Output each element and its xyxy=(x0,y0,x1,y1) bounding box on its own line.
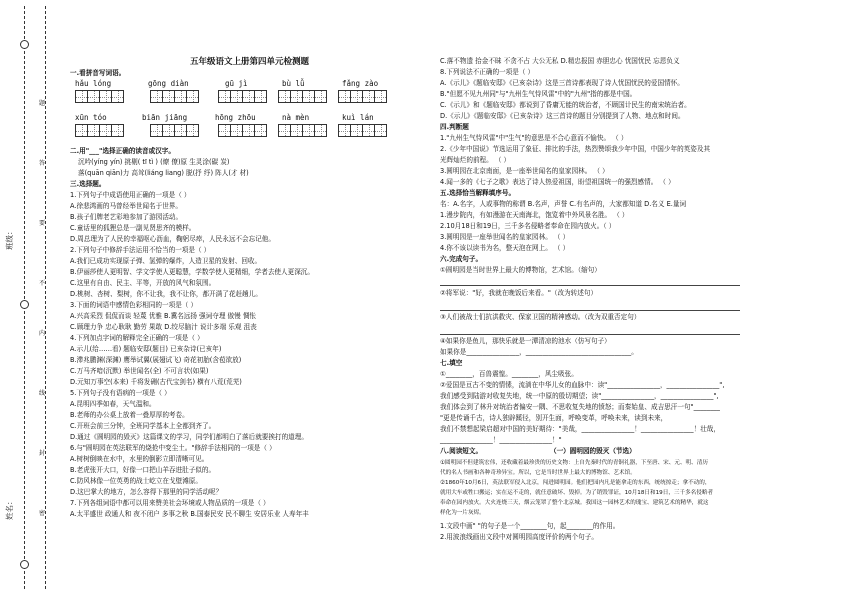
seal-char: 题 xyxy=(39,100,46,107)
passage-title: （一）圆明园的毁灭（节选） xyxy=(550,447,636,455)
question-line: 6.与"圆明园在英法联军的烧抢中变尘土。"修辞手法相同的一项是（ ） xyxy=(70,444,276,452)
passage-line: ①圆明园不但建筑宏伟，还收藏着最珍贵的历史文物：上自先秦时代的青铜礼器，下至唐、宋、元、明、清历 xyxy=(440,460,708,466)
question-line: 3.圆明园在北京南面，是一座举世闻名的皇家园林。 （ ） xyxy=(440,167,609,175)
pinyin: hǎu lóng xyxy=(75,79,112,88)
question-line: 4.你不该以读书为名，整天泡在网上。 （ ） xyxy=(440,244,570,252)
writing-grid[interactable] xyxy=(338,90,386,103)
writing-grid[interactable] xyxy=(218,90,266,103)
writing-grid[interactable] xyxy=(75,124,123,137)
seal-char: 要 xyxy=(39,220,46,227)
writing-grid[interactable] xyxy=(150,90,198,103)
question-line: ④如果你是鱼儿，那快乐就是一潭清凉的池水（仿写句子） xyxy=(440,337,611,345)
writing-grid[interactable] xyxy=(75,90,123,103)
question-line: ①________，百兽震惶。________，风尘吸张。 xyxy=(440,370,578,378)
question-line: A.示儿(给……看) 题临安邸(题目) 已亥杂诗(已亥年) xyxy=(70,345,222,353)
writing-grid[interactable] xyxy=(150,124,198,137)
question-line: A.《示儿》《题临安邸》《已亥杂诗》这是三首诗都表现了诗人忧国忧民的爱国情怀。 xyxy=(440,79,684,87)
question-line: ________________！________________！" xyxy=(440,436,562,444)
writing-grid[interactable] xyxy=(218,124,266,137)
question-line: 8.下列说法不正确的一项是（ ） xyxy=(440,68,535,76)
section-heading: 三.选择题。 xyxy=(70,180,106,188)
question-line: 我们感受到陆游对收复失地，统一中原的殷切期望；读"________________，________________", xyxy=(440,392,719,400)
question-line: 光辉灿烂的前程。 （ ） xyxy=(440,156,511,164)
binding-hole xyxy=(20,300,29,309)
question-line: "更是传诵千古，诗人独辟蹊径，别开生面，呼唤变革，呼唤未来，读到未来， xyxy=(440,414,668,422)
passage-line: 就用大车或牲口搬运；实在运不走的，就任意破坏、毁掉。为了销毁罪证，10月18日和19日，三千多名侵略者 xyxy=(440,490,714,496)
question-line: C.顾理力争 忠心耿耿 勤劳 果敢 D.绞尽脑汁 说计多端 乐观 沮丧 xyxy=(70,323,257,331)
question-line: B.老虎张开大口，好像一口把山羊吞进肚子似的。 xyxy=(70,466,216,474)
question-line: D.这巴掌大的地方，怎么容得下那里的同学活动呢？ xyxy=(70,488,223,496)
question-line: 2.《少年中国说》节选运用了象征、排比的手法，热烈赞颂我少年中国，中国少年的英姿及其 xyxy=(440,145,711,153)
question-line: A.我们已成功实现原子弹、氢弹的爆炸，人造卫星的发射、回收。 xyxy=(70,257,262,265)
section-heading: 四.判断题 xyxy=(440,123,469,131)
seal-char: 密 xyxy=(39,510,46,517)
passage-line: 代的名人书画和各种奇珍异宝。所以，它是当时世界上最大的博物馆、艺术馆。 xyxy=(440,470,636,476)
pinyin: gū jì xyxy=(225,79,248,88)
question-line: 1.漫步院内，有如漫游在天南海北，饱览着中外风景名胜。 （ ） xyxy=(440,211,629,219)
question-line: 2.用波浪线画出文段中对圆明园高度评价的两个句子。 xyxy=(440,533,598,541)
question-line: C.防风林像一位英勇的战士屹立在戈壁滩原。 xyxy=(70,477,202,485)
pinyin: biān jiāng xyxy=(142,113,188,122)
question-line: C.万马齐喑(沉默) 举世闻名(全) 不可言状(如果) xyxy=(70,367,209,375)
question-line: C.开班会前三分钟，全班同学基本上全都到齐了。 xyxy=(70,422,216,430)
writing-grid[interactable] xyxy=(278,90,326,103)
question-line: B.老师的办公桌上放着一叠厚厚的考卷。 xyxy=(70,411,189,419)
question-line: 我们不禁想起梁启超对中国的美好期待："美哉，________________！________________！壮哉， xyxy=(440,425,720,433)
binding-hole xyxy=(20,40,29,49)
question-line: 3.圆明园是一座举世闻名的皇家园林。 （ ） xyxy=(440,233,570,241)
binding-strip xyxy=(0,0,66,595)
question-line: C.这里有自由、民主、平等，开放的风气和氛围。 xyxy=(70,279,216,287)
pinyin: gōng diàn xyxy=(148,79,189,88)
question-line: C.童话里的狐狸总是一副见贤思齐的模样。 xyxy=(70,224,196,232)
passage-line: ②1860年10月6日，英法联军侵入北京，闯进圆明园。他们把园内凡是能拿走的东西，统统掠走；拿不动的， xyxy=(440,480,711,486)
question-line: B.滞兆鹏渊(深渊) 鹰举试翼(展翅试飞) 奇花初胎(含苞欲放) xyxy=(70,356,242,364)
question-line: B.孩子们牌老艺彩地参加了游园活动。 xyxy=(70,213,183,221)
writing-grid[interactable] xyxy=(278,124,326,137)
seal-char: 封 xyxy=(39,450,46,457)
question-line: 名：A.名字，人或事物的称谓 B.名声，声誉 C.有名声的，大家都知道 D.名义 E.量词 xyxy=(440,200,687,208)
question-line: ②将军说："好，我就在晚饭后来看。"（改为转述句） xyxy=(440,289,598,297)
name-label: 姓名： xyxy=(5,497,14,520)
pinyin: bù lǚ xyxy=(282,79,305,88)
question-line: A.徐悲鸿画的马曾经举世闻名于世界。 xyxy=(70,202,182,210)
question-line: 我们体会到了林升对统治者偏安一隅、不思收复失地的愤怒；而秦始皇、成吉思汗一句"________ xyxy=(440,403,720,411)
question-line: A.太平盛世 政通人和 夜不闭户 多事之秋 B.国泰民安 民不聊生 安居乐业 人寿年丰 xyxy=(70,510,309,518)
binding-hole xyxy=(20,560,29,569)
seal-char: 不 xyxy=(39,280,46,287)
question-line: ①圆明园是当时世界上最大的博物馆，艺术馆。（缩句） xyxy=(440,266,601,274)
question-line: D.通过《圆明园的毁灭》这篇课文的学习，同学们都明白了落后就要挨打的道理。 xyxy=(70,433,308,441)
question-line: 4.闻一多的《七子之歌》表达了诗人热爱祖国，盼望祖国统一的强烈感情。 （ ） xyxy=(440,178,675,186)
answer-line[interactable] xyxy=(440,334,740,335)
section-heading: 五.选择恰当解释填序号。 xyxy=(440,189,516,197)
section-heading: 七.填空 xyxy=(440,359,463,367)
pinyin: nà mèn xyxy=(282,113,310,122)
question-line: 7.下列各组词语中都可以用来赞美社会环境或人物品质的一项是（ ） xyxy=(70,499,270,507)
question-line: B.伊丽莎使人更明智、学文学使人更聪慧，学数学使人更精细，学者去使人更深沉。 xyxy=(70,268,314,276)
paper-title: 五年级语文上册第四单元检测题 xyxy=(190,57,310,67)
pinyin: fǎng zào xyxy=(342,79,379,88)
answer-line[interactable] xyxy=(440,285,740,286)
question-line: 2.10月18日和19日，三千多名侵略者奉命在园内放火。（ ） xyxy=(440,222,616,230)
question-line: 落(quān qiān)力 高耸(liáng liang) 脱(抒 纾) 阵人(才 材) xyxy=(78,169,249,177)
seal-char: 答 xyxy=(39,160,46,167)
pinyin: kuì lán xyxy=(342,113,374,122)
question-line: A.昆明四季如春，天气温和。 xyxy=(70,400,156,408)
pinyin: xūn tóo xyxy=(75,113,107,122)
question-line: 3.下面的词语中感情色彩相同的一项是（ ） xyxy=(70,301,198,309)
question-line: A.树树倒映在水中，水里的倒影立即清晰可见。 xyxy=(70,455,209,463)
passage-line: 奉命在园内放火。大火连烧三天，烟云笼罩了整个北京城。我国这一园林艺术的瑰宝、建筑艺术的精华，就这 xyxy=(440,500,709,506)
question-line: B."但愿不见九州同"与"九州生气恃风雷"中的"九州"指的都是中国。 xyxy=(440,90,637,98)
section-heading: 一.看拼音写词语。 xyxy=(70,69,126,77)
seal-char: 线 xyxy=(39,390,46,397)
question-line: 沉吟(yíng yín) 挑剔( tī tì ) (燎 僚)原 生灵涂(碳 炭) xyxy=(78,158,230,166)
question-line: D.桃树、杏树、梨树，你不让我，我不让你，都开满了花赶趟儿。 xyxy=(70,290,262,298)
question-line: ③人们被战士们抗洪救灾、保家卫国的精神感动。（改为双重否定句） xyxy=(440,313,641,321)
question-line: 4.下列加点字词的解释完全正确的一项是（ ） xyxy=(70,334,204,342)
binding-line-inner xyxy=(45,6,46,589)
question-line: 2.下列句子中修辞手法运用不恰当的一项是（ ） xyxy=(70,246,211,254)
question-line: 如果你是________________，________________________________。 xyxy=(440,348,638,356)
question-line: 1."九州生气恃风雷"中"生气"的意思是不合心意而不愉快。 （ ） xyxy=(440,134,628,142)
writing-grid[interactable] xyxy=(338,124,386,137)
passage-line: 样化为一片灰烬。 xyxy=(440,510,485,516)
question-line: D.周总理为了人民的幸福呕心沥血，鞠躬尽瘁，人民永远不会忘记他。 xyxy=(70,235,275,243)
question-line: C.落不物遗 拾金不昧 不贪不占 大公无私 D.精忠报国 赤胆忠心 忧国忧民 忘恩负义 xyxy=(440,57,680,65)
class-label: 班级： xyxy=(5,227,14,250)
section-heading: 六.完成句子。 xyxy=(440,255,483,263)
question-line: 1.下列句子中成语使用正确的一项是（ ） xyxy=(70,191,191,199)
question-line: D.《示儿》《题临安邸》《已亥杂诗》这三首诗的题目分别提到了人物、地点和时间。 xyxy=(440,112,685,120)
section-heading: 八.阅读短文。 xyxy=(440,447,483,455)
question-line: 5.下列句子没有语病的一项是（ ） xyxy=(70,389,171,397)
pinyin: hōng zhōu xyxy=(215,113,256,122)
answer-line[interactable] xyxy=(440,310,740,311)
question-line: A.兴高采烈 侃侃而谈 轻蔑 优雅 B.冀名远扬 强词夺理 傲慢 惆怅 xyxy=(70,312,257,320)
binding-line-outer xyxy=(24,6,25,589)
seal-char: 内 xyxy=(39,330,46,337)
question-line: 1.文段中画" "的句子是一个________句，起________的作用。 xyxy=(440,522,620,530)
question-line: ②爱国是亘古不变的情愫，流淌在中华儿女的血脉中：读"________________，________________", xyxy=(440,381,725,389)
question-line: D.元知万事空(本来) 千将发硎(古代宝剑名) 横有八荒(荒芜) xyxy=(70,378,242,386)
question-line: C.《示儿》和《题临安邸》都说到了昏庸无能的统治者，不顾国计民生的南宋统治者。 xyxy=(440,101,691,109)
section-heading: 二.用"___"选择正确的读音或汉字。 xyxy=(70,147,175,155)
